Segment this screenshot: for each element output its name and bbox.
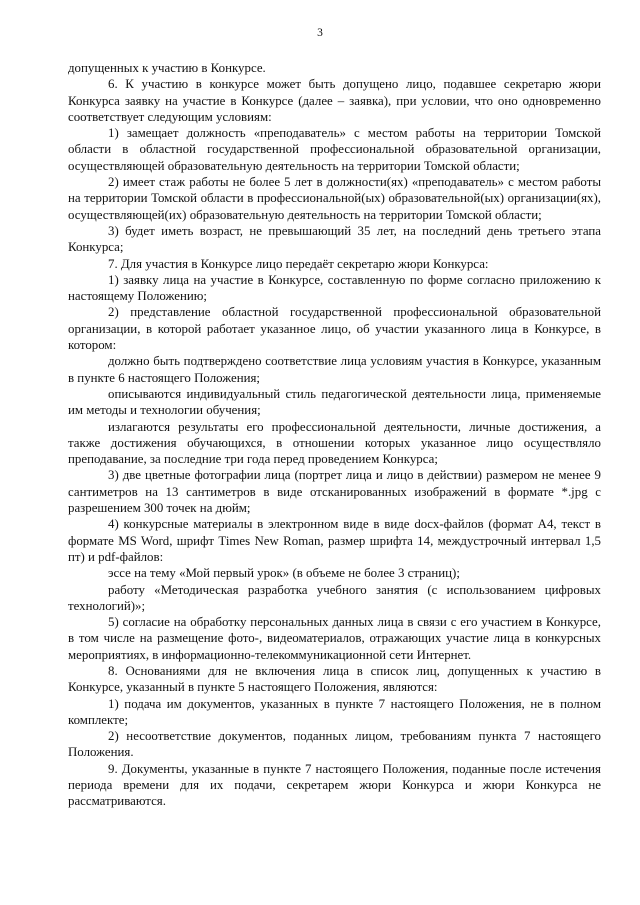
paragraph-clause-9: 9. Документы, указанные в пункте 7 настоящего Положения, поданные после истечения периода времени для их подачи, секретарем жюри Конкурса и жюри Конкурса не рассматриваются. [68,761,601,809]
paragraph-clause-7-item-3: 3) две цветные фотографии лица (портрет лица и лицо в действии) размером не менее 9 сантиметров на 13 сантиметров в виде отсканированных изображений в формате *.jpg с разрешением 300 точек на дюйм; [68,468,601,516]
paragraph-clause-8-item-1: 1) подача им документов, указанных в пункте 7 настоящего Положения, не в полном комплекте; [68,696,601,727]
paragraph-clause-7-item-4-sub-1: эссе на тему «Мой первый урок» (в объеме не более 3 страниц); [108,566,460,581]
paragraph-clause-8-item-2: 2) несоответствие документов, поданных лицом, требованиям пункта 7 настоящего Положения. [68,729,601,760]
paragraph-clause-7-item-2-sub-1: должно быть подтверждено соответствие лица условиям участия в Конкурсе, указанным в пункте 6 настоящего Положения; [68,354,601,385]
paragraph-clause-6-item-2: 2) имеет стаж работы не более 5 лет в должности(ях) «преподаватель» с местом работы на территории Томской области в профессиональной(ых) образовательной(ых) организации(ях), осуществляющей(их) образовательную деятельность на территории Томской области; [68,175,601,222]
paragraph-clause-7-item-5: 5) согласие на обработку персональных данных лица в связи с его участием в Конкурсе, в том числе на размещение фото-, видеоматериалов, отражающих участие лица в конкурсных мероприятиях, в информационно-телекоммуникационной сети Интернет. [68,615,601,662]
paragraph-clause-6-item-3: 3) будет иметь возраст, не превышающий 35 лет, на последний день третьего этапа Конкурса; [68,223,601,255]
page-number: 3 [317,27,323,39]
paragraph-clause-7: 7. Для участия в Конкурсе лицо передаёт секретарю жюри Конкурса: [108,256,489,271]
paragraph-clause-7-item-4: 4) конкурсные материалы в электронном виде в виде docx-файлов (формат А4, текст в формате MS Word, шрифт Times New Roman, размер шрифта 14, междустрочный интервал 1,5 пт) и pdf-файлов: [68,517,601,564]
paragraph-clause-6: 6. К участию в конкурсе может быть допущено лицо, подавшее секретарю жюри Конкурса заявку на участие в Конкурсе (далее – заявка), при условии, что оно одновременно соответствует следующим условиям: [68,77,601,124]
paragraph-clause-6-item-1: 1) замещает должность «преподаватель» с местом работы на территории Томской области в областной государственной профессиональной образовательной организации, осуществляющей образовательную деятельность на территории Томской области; [68,126,601,173]
paragraph-continuation: допущенных к участию в Конкурсе. [68,61,266,75]
paragraph-clause-7-item-2: 2) представление областной государственной профессиональной образовательной организации, в которой работает указанное лицо, об участии указанного лица в Конкурсе, в котором: [68,305,601,353]
paragraph-clause-7-item-2-sub-2: описываются индивидуальный стиль педагогической деятельности лица, применяемые им методы и технологии обучения; [68,386,601,418]
paragraph-clause-7-item-2-sub-3: излагаются результаты его профессиональной деятельности, личные достижения, а также достижения обучающихся, в отношении которых указанное лицо осуществляло преподавание, за последние три года перед проведением Конкурса; [68,419,601,467]
paragraph-clause-7-item-4-sub-2: работу «Методическая разработка учебного занятия (с использованием цифровых технологий)»; [68,582,601,613]
paragraph-clause-8: 8. Основаниями для не включения лица в список лиц, допущенных к участию в Конкурсе, указанный в пункте 5 настоящего Положения, являются: [68,663,601,695]
document-body [68,60,601,810]
paragraph-clause-7-item-1: 1) заявку лица на участие в Конкурсе, составленную по форме согласно приложению к настоящему Положению; [68,272,601,304]
